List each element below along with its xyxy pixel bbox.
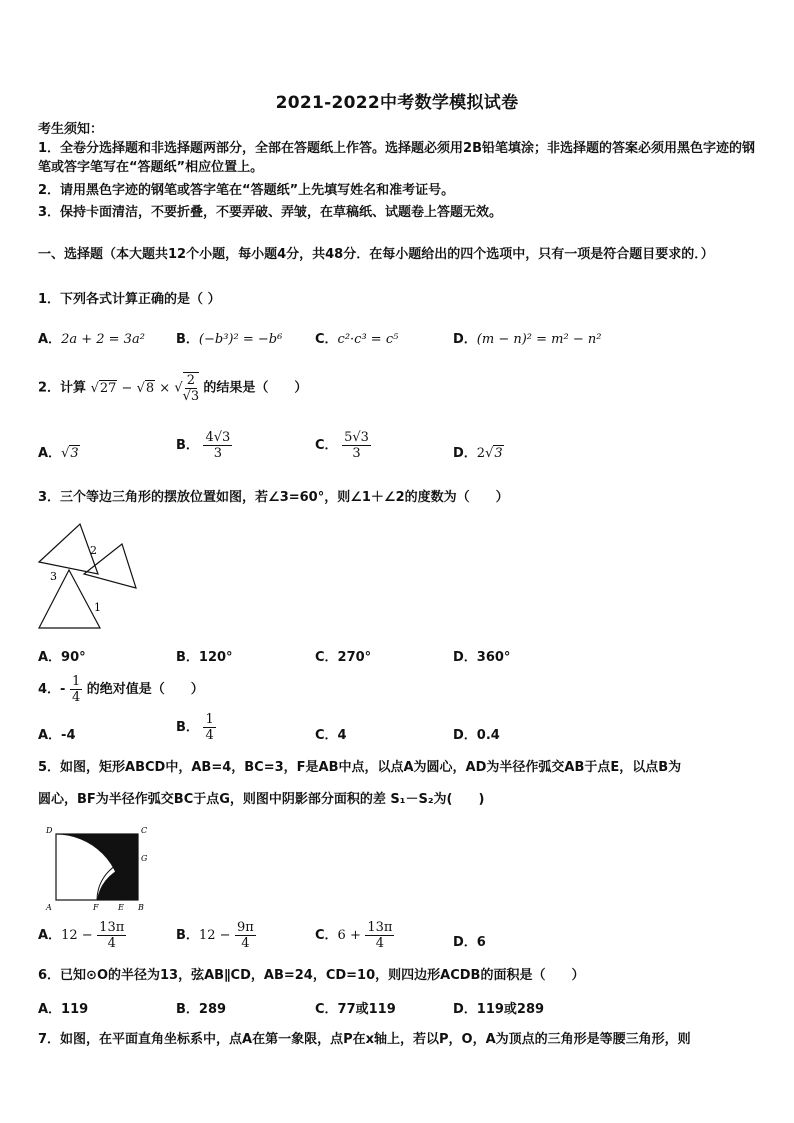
- q3-label-3: 3: [50, 570, 57, 583]
- q4-stem: 4．- $\frac{1}{4}$ 的绝对值是（ ）: [38, 674, 204, 705]
- q4-option-a[interactable]: A．-4: [38, 728, 76, 743]
- q3-stem: 3．三个等边三角形的摆放位置如图，若∠3=60°，则∠1＋∠2的度数为（ ）: [38, 490, 509, 505]
- q5-option-a[interactable]: A．12 − $\frac{13\pi}{4}$: [38, 920, 125, 951]
- notice-heading: 考生须知：: [38, 122, 104, 137]
- q1-option-d[interactable]: D．(m − n)² = m² − n²: [453, 332, 602, 347]
- q5-option-b[interactable]: B．12 − $\frac{9\pi}{4}$: [176, 920, 254, 951]
- q5-label-f: F: [93, 903, 99, 912]
- q5-label-e: E: [118, 903, 124, 912]
- q3-option-c[interactable]: C．270°: [315, 650, 372, 665]
- page-title: 2021-2022中考数学模拟试卷: [275, 93, 519, 113]
- q6-option-c[interactable]: C．77或119: [315, 1002, 396, 1017]
- q3-label-1: 1: [94, 601, 101, 614]
- q5-stem-line-2: 圆心，BF为半径作弧交BC于点G，则图中阴影部分面积的差 S₁－S₂为( ): [38, 792, 485, 807]
- q6-option-d[interactable]: D．119或289: [453, 1002, 545, 1017]
- q3-label-2: 2: [90, 544, 97, 557]
- q2-option-b[interactable]: B． $\frac{4√3}{3}$: [176, 430, 231, 461]
- q5-label-g: G: [141, 854, 148, 863]
- q1-option-a[interactable]: A．2a + 2 = 3a²: [38, 332, 145, 347]
- q5-label-d: D: [46, 826, 53, 835]
- q1-b-expr: (−b³)² = −b⁶: [198, 332, 283, 347]
- q4-option-d[interactable]: D．0.4: [453, 728, 500, 743]
- notice-item-1: 1．全卷分选择题和非选择题两部分，全部在答题纸上作答。选择题必须用2B铅笔填涂；非选择题的答案必须用黑色字迹的钢笔或答字笔写在“答题纸”相应位置上。: [38, 141, 756, 175]
- q4-option-b[interactable]: B． $\frac{1}{4}$: [176, 712, 214, 743]
- q2-expression: √27 − √8 × √ $\frac{2}{√3}$: [90, 373, 200, 404]
- q5-label-a: A: [46, 903, 52, 912]
- q3-option-d[interactable]: D．360°: [453, 650, 511, 665]
- q1-stem: 1．下列各式计算正确的是（ ）: [38, 292, 221, 307]
- section-heading: 一、选择题（本大题共12个小题，每小题4分，共48分．在每小题给出的四个选项中，只有一项是符合题目要求的．）: [38, 247, 714, 262]
- q2-option-a[interactable]: A．√3: [38, 446, 79, 461]
- notice-item-2: 2．请用黑色字迹的钢笔或答字笔在“答题纸”上先填写姓名和准考证号。: [38, 183, 455, 198]
- q4-option-c[interactable]: C．4: [315, 728, 347, 743]
- notice-item-3: 3．保持卡面清洁，不要折叠，不要弄破、弄皱，在草稿纸、试题卷上答题无效。: [38, 205, 503, 220]
- q6-stem: 6．已知⊙O的半径为13，弦AB∥CD，AB=24，CD=10，则四边形ACDB的面积是（ ）: [38, 968, 585, 983]
- q1-option-b[interactable]: B．(−b³)² = −b⁶: [176, 332, 283, 347]
- q5-label-b: B: [138, 903, 144, 912]
- q2-option-c[interactable]: C． $\frac{5√3}{3}$: [315, 430, 369, 461]
- q3-triangle-figure: [36, 522, 140, 632]
- q7-stem: 7．如图，在平面直角坐标系中，点A在第一象限，点P在x轴上，若以P，O，A为顶点的三角形是等腰三角形，则: [38, 1032, 691, 1047]
- q5-option-c[interactable]: C．6 + $\frac{13\pi}{4}$: [315, 920, 393, 951]
- q3-option-b[interactable]: B．120°: [176, 650, 233, 665]
- q5-label-c: C: [141, 826, 148, 835]
- q1-option-c[interactable]: C．c²·c³ = c⁵: [315, 332, 399, 347]
- q5-stem-line-1: 5．如图，矩形ABCD中，AB=4，BC=3，F是AB中点，以点A为圆心，AD为半径作弧交AB于点E，以点B为: [38, 760, 682, 775]
- q2-option-d[interactable]: D．2√3: [453, 446, 503, 461]
- q1-c-expr: c²·c³ = c⁵: [337, 332, 399, 347]
- q6-option-b[interactable]: B．289: [176, 1002, 227, 1017]
- q3-option-a[interactable]: A．90°: [38, 650, 86, 665]
- q6-option-a[interactable]: A．119: [38, 1002, 89, 1017]
- q1-a-expr: 2a + 2 = 3a²: [61, 332, 145, 347]
- q1-d-expr: (m − n)² = m² − n²: [476, 332, 602, 347]
- q5-rectangle-figure: [44, 824, 152, 914]
- q5-option-d[interactable]: D．6: [453, 935, 486, 950]
- q2-stem: 2．计算 √27 − √8 × √ $\frac{2}{√3}$ 的结果是（ ）: [38, 373, 308, 404]
